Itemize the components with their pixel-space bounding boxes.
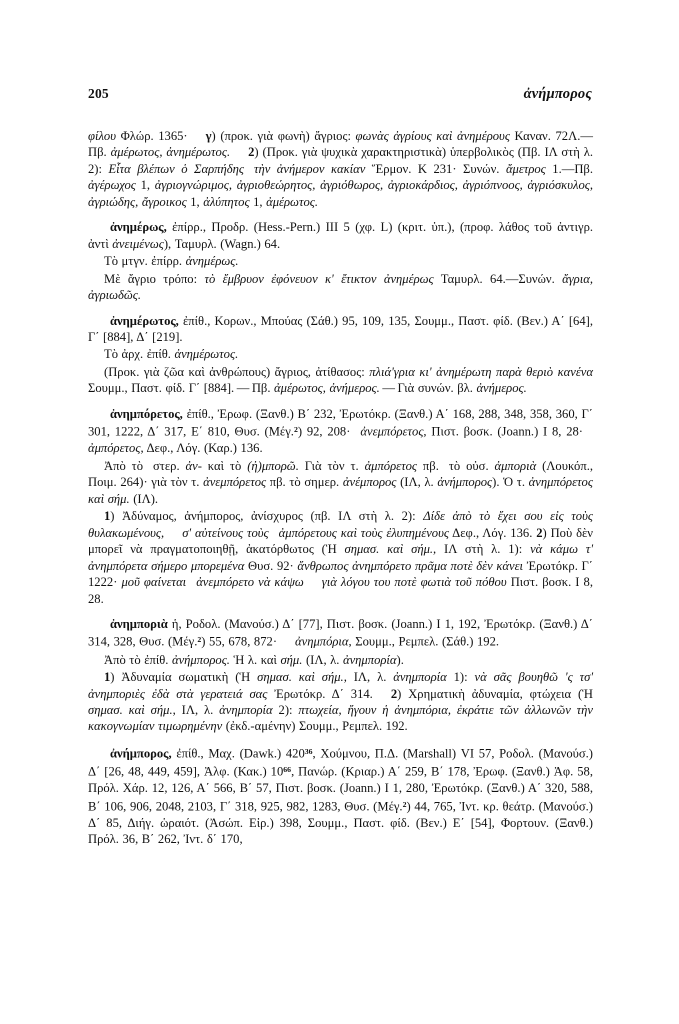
paragraph-gap	[88, 304, 593, 313]
page-header	[88, 86, 592, 106]
paragraph: Ἀπὸ τὸ στερ. ἀν- καὶ τὸ (ἠ)μπορῶ. Γιὰ τὸν τ. ἀμπόρετος πβ. τὸ οὐσ. ἀμποριὰ (Λουκόπ., Ποιμ. 264)· γιὰ τὸν τ. ἀνεμπόρετος πβ. τὸ σημερ. ἀνέμπορος (ΙΛ, λ. ἀνήμπορος). Ὁ τ. ἀνημπόρετος καὶ σήμ. (ΙΛ).	[88, 458, 593, 506]
paragraph-gap	[88, 735, 593, 744]
paragraph: 1) Ἀδυναμία σωματικὴ (Ἡ σημασ. καὶ σήμ., ΙΛ, λ. ἀνημπορία 1): νὰ σᾶς βουηθῶ 'ς τσ' ἀνημποριὲς ἐδὰ στὰ γερατειά σας Ἐρωτόκρ. Δ΄ 314. 2) Χρηματικὴ ἀδυναμία, φτώχεια (Ἡ σημασ. καὶ σήμ., ΙΛ, λ. ἀνημπορία 2): πτωχεία, ἤγουν ἡ ἀνημπόρια, ἐκράτιε τῶν ἀλλωνῶν τὴν κακογνωμίαν τιμωρημένην (ἐκδ.-αμένην) Σουμμ., Ρεμπελ. 192.	[88, 670, 594, 734]
text-column	[88, 128, 593, 848]
paragraph: Τὸ μτγν. ἐπίρρ. ἀνημέρως.	[104, 254, 239, 269]
folio-number: 205	[88, 86, 109, 101]
paragraph: (Προκ. γιὰ ζῶα καὶ ἀνθρώπους) ἄγριος, ἀτίθασος: πλιά'γρια κι' ἀνημέρωτη παρὰ θεριὸ κανένα Σουμμ., Παστ. φίδ. Γ΄ [884]. — Πβ. ἀμέρωτος, ἀνήμερος. — Γιὰ συνών. βλ. ἀνήμερος.	[88, 364, 593, 396]
paragraph: Μὲ ἄγριο τρόπο: τὸ ἔμβρυον ἐφόνευον κ' ἔτικτον ἀνημέρως Ταμυρλ. 64.—Συνών. ἄγρια, ἀγριωδῶς.	[88, 271, 593, 303]
paragraph-gap	[88, 397, 593, 406]
paragraph-gap	[88, 607, 593, 616]
entry-headword-paragraph: ἀνημποριὰ ἡ, Ροδολ. (Μανούσ.) Δ΄ [77], Πιστ. βοσκ. (Joann.) I 1, 192, Ἐρωτόκρ. (Ξανθ.) Δ΄ 314, 328, Θυσ. (Μέγ.$^2$) 55, 678, 872· ἀνημπόρια, Σουμμ., Ρεμπελ. (Σάθ.) 192.	[88, 616, 593, 650]
running-head: ἀνήμπορος	[523, 86, 592, 102]
entry-headword-paragraph: ἀνημέρωτος, ἐπίθ., Κορων., Μπούας (Σάθ.) 95, 109, 135, Σουμμ., Παστ. φίδ. (Βεν.) Α΄ [64], Γ΄ [884], Δ΄ [219].	[88, 313, 593, 344]
entry-headword-paragraph: ἀνήμπορος, ἐπίθ., Μαχ. (Dawk.) $420^{36}$, Χούμνου, Π.Δ. (Marshall) VI 57, Ροδολ. (Μανούσ.) Δ΄ [26, 48, 449, 459], Ἀλφ. (Κακ.) $10^{66}$, Πανώρ. (Κριαρ.) Α΄ 259, Β΄ 178, Ἐρωφ. (Ξανθ.) Ἀφ. 58, Πρόλ. Χάρ. 12, 126, Α΄ 566, Β΄ 57, Πιστ. βοσκ. (Joann.) I 1, 280, Ἐρωτόκρ. (Ξανθ.) Α΄ 320, 588, Β΄ 106, 906, 2048, 2103, Γ΄ 318, 925, 982, 1283, Θυσ. (Μέγ.$^2$) 44, 765, Ἰντ. κρ. θεάτρ. (Μανούσ.) Δ΄ 85, Διήγ. ὡραιότ. (Ἀσώπ. Εἰρ.) 398, Σουμμ., Παστ. φίδ. (Βεν.) Ε΄ [54], Φορτουν. (Ξανθ.) Πρόλ. 36, Β΄ 262, Ἰντ. δ΄ 170,	[88, 746, 593, 847]
paragraph: Ἀπὸ τὸ ἐπίθ. ἀνήμπορος. Ἡ λ. καὶ σήμ. (ΙΛ, λ. ἀνημπορία).	[104, 652, 404, 667]
paragraph: φίλου Φλώρ. 1365· γ) (προκ. γιὰ φωνὴ) ἄγριος: φωνὰς ἀγρίους καὶ ἀνημέρους Καναν. 72Λ.—Πβ. ἀμέρωτος, ἀνημέρωτος. 2) (Προκ. γιὰ ψυχικὰ χαρακτηριστικὰ) ὑπερβολικὸς (Πβ. ΙΛ στὴ λ. 2): Εἶτα βλέπων ὁ Σαρπήδης τὴν ἀνήμερον κακίαν Ἕρμον. Κ 231· Συνών. ἄμετρος 1.—Πβ. ἀγέρωχος 1, ἀγριογνώριμος, ἀγριοθεώρητος, ἀγριόθωρος, ἀγριοκάρδιος, ἀγριόπνοος, ἀγριόσκυλος, ἀγριώδης, ἄγροικος 1, ἀλύπητος 1, ἀμέρωτος.	[88, 129, 594, 209]
paragraph: 1) Ἀδύναμος, ἀνήμπορος, ἀνίσχυρος (πβ. ΙΛ στὴ λ. 2): Δίδε ἀπὸ τὸ ἔχει σου εἰς τοὺς θυλακωμένους, σ' αὐτείνους τοὺς ἀμπόρετους καὶ τοὺς ἐλυπημένους Δεφ., Λόγ. 136. 2) Ποὺ δὲν μπορεῖ νὰ πραγματοποιηθῇ, ἀκατόρθωτος (Ἡ σημασ. καὶ σήμ., ΙΛ στὴ λ. 1): νὰ κάμω τ' ἀνημπόρετα σήμερο μπορεμένα Θυσ. 92· ἄνθρωπος ἀνημπόρετο πρᾶμα ποτὲ δὲν κάνει Ἐρωτόκρ. Γ΄ 1222· μοῦ φαίνεται ἀνεμπόρετο νὰ κάψω γιὰ λόγου του ποτὲ φωτιὰ τοῦ πόθου Πιστ. βοσκ. I 8, 28.	[88, 509, 594, 606]
entry-headword-paragraph: ἀνημπόρετος, ἐπίθ., Ἐρωφ. (Ξανθ.) Β΄ 232, Ἐρωτόκρ. (Ξανθ.) Α΄ 168, 288, 348, 358, 360, Γ΄ 301, 1222, Δ΄ 317, Ε΄ 810, Θυσ. (Μέγ.$^2$) 92, 208· ἀνεμπόρετος, Πιστ. βοσκ. (Joann.) I 8, 28·ἀμπόρετος, Δεφ., Λόγ. (Καρ.) 136.	[88, 406, 593, 456]
paragraph: Τὸ ἀρχ. ἐπίθ. ἀνημέρωτος.	[104, 347, 239, 362]
paragraph-gap	[88, 210, 593, 219]
entry-headword-paragraph: ἀνημέρως, ἐπίρρ., Προδρ. (Hess.-Pern.) III 5 (χφ. L) (κριτ. ὑπ.), (προφ. λάθος τοῦ ἀντιγρ. ἀντὶ ἀνειμένως), Ταμυρλ. (Wagn.) 64.	[88, 220, 593, 251]
